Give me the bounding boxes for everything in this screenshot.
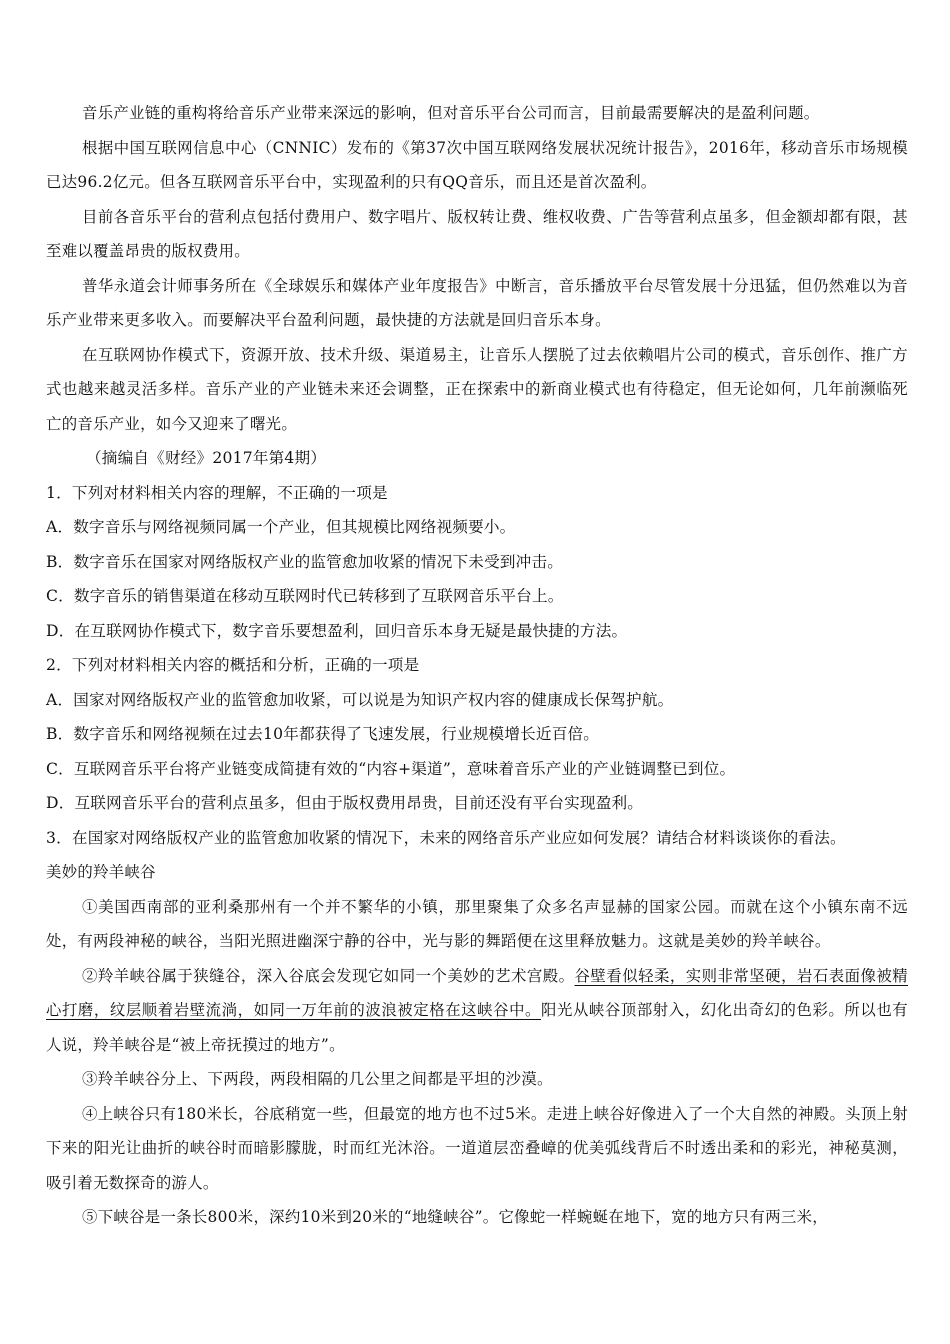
question-1-option-a: A．数字音乐与网络视频同属一个产业，但其规模比网络视频要小。: [46, 518, 516, 536]
document-page: [46, 96, 908, 1235]
underlined-sentence: 谷壁看似轻柔，实则非常坚硬，岩石表面像被精心打磨，纹层顺着岩壁流淌，如同一万年前的波浪被定格在这峡谷中。: [46, 966, 908, 1019]
article2-paragraph-2-intro: ②羚羊峡谷属于狭缝谷，深入谷底会发现它如同一个美妙的艺术宫殿。: [82, 966, 575, 985]
question-3: 3．在国家对网络版权产业的监管愈加收紧的情况下，未来的网络音乐产业应如何发展？请结合材料谈谈你的看法。: [46, 828, 846, 847]
question-1-option-c: C．数字音乐的销售渠道在移动互联网时代已转移到了互联网音乐平台上。: [46, 587, 564, 605]
question-1-option-b: B．数字音乐在国家对网络版权产业的监管愈加收紧的情况下未受到冲击。: [46, 552, 564, 571]
article2-paragraph-5: ⑤下峡谷是一条长800米，深约10米到20米的“地缝峡谷”。它像蛇一样蜿蜒在地下，宽的地方只有两三米，: [82, 1208, 828, 1226]
question-2-option-a: A．国家对网络版权产业的监管愈加收紧，可以说是为知识产权内容的健康成长保驾护航。: [46, 690, 674, 709]
question-1: 1．下列对材料相关内容的理解，不正确的一项是: [46, 483, 388, 502]
article2-paragraph-4: ④上峡谷只有180米长，谷底稍宽一些，但最宽的地方也不过5米。走进上峡谷好像进入了一个大自然的神殿。头顶上射下来的阳光让曲折的峡谷时而暗影朦胧，时而红光沐浴。一道道层峦叠嶂的优美弧线背后不时透出柔和的彩光，神秘莫测，吸引着无数探奇的游人。: [46, 1104, 908, 1192]
article1-paragraph-5: 在互联网协作模式下，资源开放、技术升级、渠道易主，让音乐人摆脱了过去依赖唱片公司的模式，音乐创作、推广方式也越来越灵活多样。音乐产业的产业链未来还会调整，正在探索中的新商业模式也有待稳定，但无论如何，几年前濒临死亡的音乐产业，如今又迎来了曙光。: [46, 345, 908, 433]
article2-paragraph-3: ③羚羊峡谷分上、下两段，两段相隔的几公里之间都是平坦的沙漠。: [82, 1070, 553, 1088]
article1-paragraph-4: 普华永道会计师事务所在《全球娱乐和媒体产业年度报告》中断言，音乐播放平台尽管发展十分迅猛，但仍然难以为音乐产业带来更多收入。而要解决平台盈利问题，最快捷的方法就是回归音乐本身。: [46, 276, 908, 329]
question-2: 2．下列对材料相关内容的概括和分析，正确的一项是: [46, 656, 420, 674]
article1-paragraph-3: 目前各音乐平台的营利点包括付费用户、数字唱片、版权转让费、维权收费、广告等营利点虽多，但金额却都有限，甚至难以覆盖昂贵的版权费用。: [46, 207, 908, 260]
question-2-option-d: D．互联网音乐平台的营利点虽多，但由于版权费用昂贵，目前还没有平台实现盈利。: [46, 794, 644, 812]
article1-paragraph-2: 根据中国互联网信息中心（CNNIC）发布的《第37次中国互联网络发展状况统计报告》，2016年，移动音乐市场规模已达96.2亿元。但各互联网音乐平台中，实现盈利的只有QQ音乐，而且还是首次盈利。: [46, 138, 908, 191]
question-2-option-c: C．互联网音乐平台将产业链变成简捷有效的“内容+渠道”，意味着音乐产业的产业链调整已到位。: [46, 759, 736, 778]
question-1-option-d: D．在互联网协作模式下，数字音乐要想盈利，回归音乐本身无疑是最快捷的方法。: [46, 621, 628, 640]
article2-paragraph-2-rest: 阳光从峡谷顶部射入，幻化出奇幻的色彩。所以也有人说，羚羊峡谷是“被上帝抚摸过的地方”。: [46, 1001, 908, 1054]
article2-paragraph-2: [46, 959, 908, 1063]
article2-title: 美妙的羚羊峡谷: [46, 863, 156, 881]
article2-paragraph-1: ①美国西南部的亚利桑那州有一个并不繁华的小镇，那里聚集了众多名声显赫的国家公园。而就在这个小镇东南不远处，有两段神秘的峡谷，当阳光照进幽深宁静的谷中，光与影的舞蹈便在这里释放魅力。这就是美妙的羚羊峡谷。: [46, 897, 908, 950]
question-2-option-b: B．数字音乐和网络视频在过去10年都获得了飞速发展，行业规模增长近百倍。: [46, 725, 600, 743]
article1-source: （摘编自《财经》2017年第4期）: [86, 449, 327, 467]
article1-paragraph-1: 音乐产业链的重构将给音乐产业带来深远的影响，但对音乐平台公司而言，目前最需要解决的是盈利问题。: [82, 104, 820, 122]
